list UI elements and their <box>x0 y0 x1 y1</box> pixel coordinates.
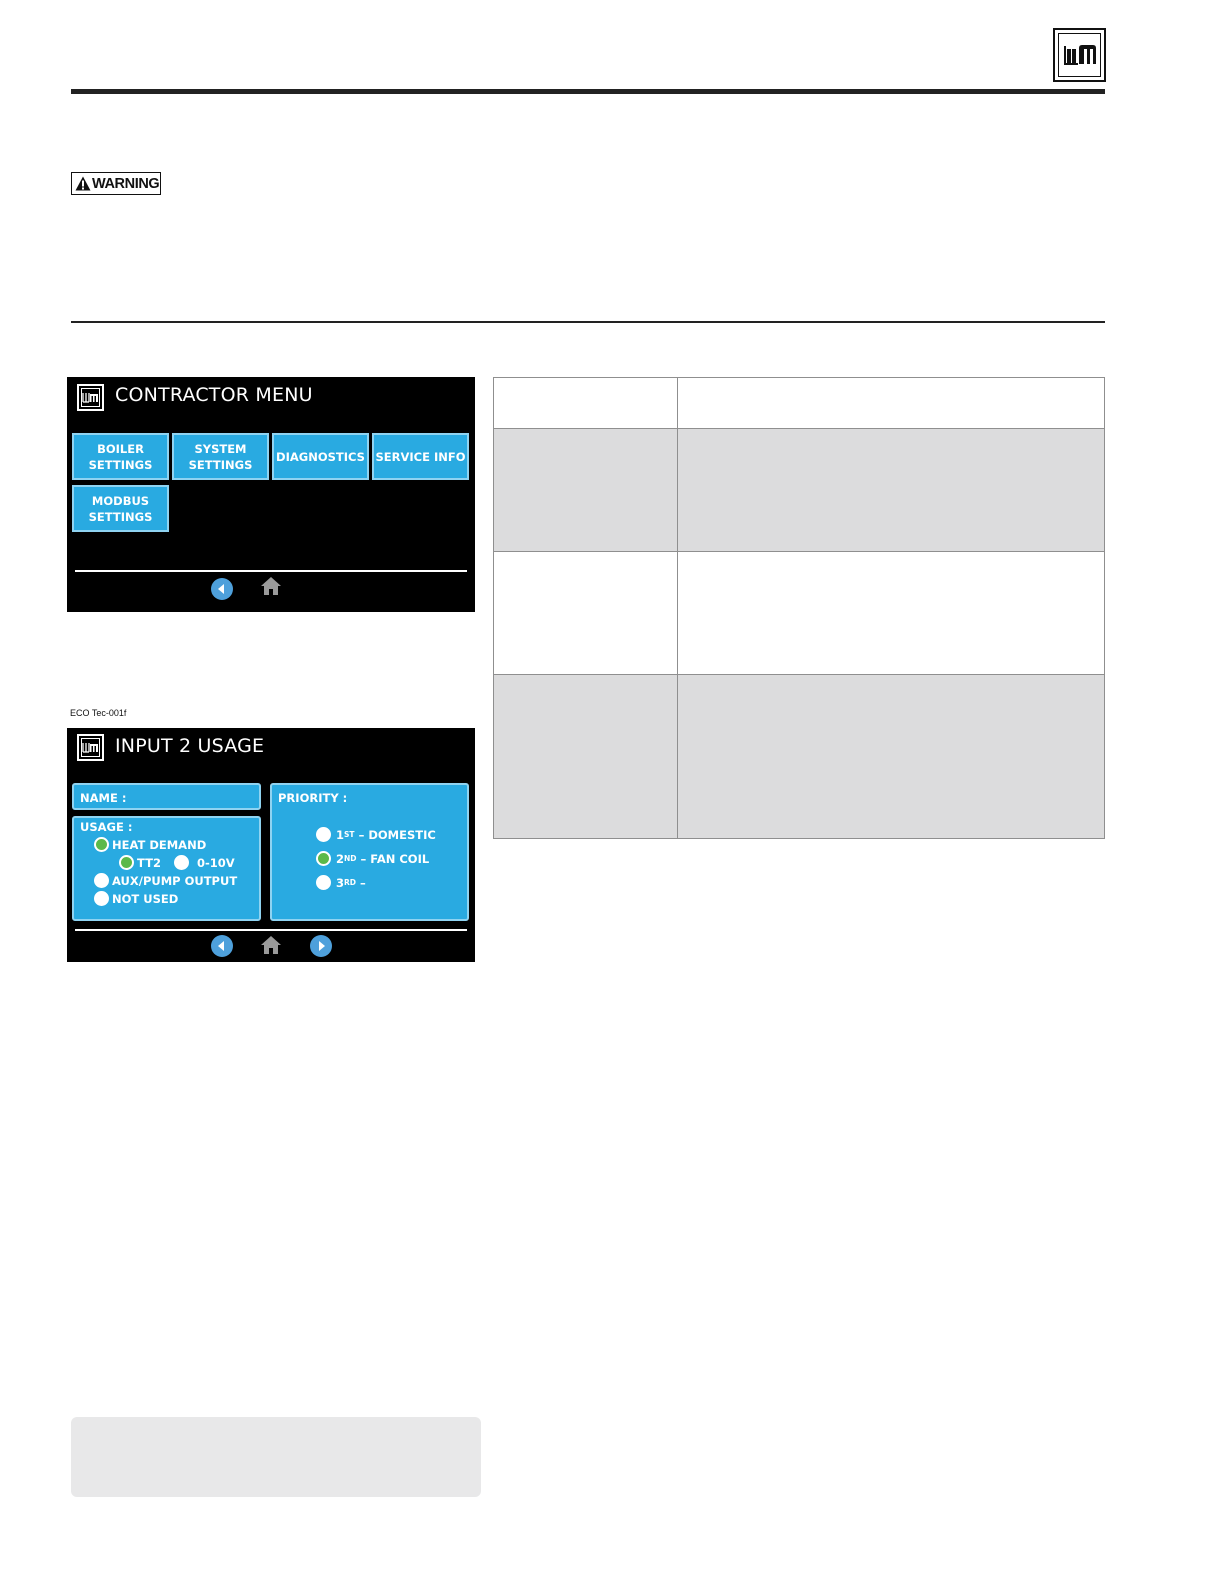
priority-3-option[interactable] <box>316 875 366 890</box>
radio-selected-icon <box>316 851 331 866</box>
table-cell <box>678 429 1105 552</box>
table-row <box>494 429 1105 552</box>
table-cell <box>494 675 678 839</box>
back-arrow-icon[interactable] <box>211 578 233 600</box>
figure-caption: ECO Tec-001f <box>70 708 127 718</box>
priority-label: PRIORITY : <box>278 791 348 805</box>
aux-pump-output-option[interactable] <box>94 873 237 888</box>
screen-title: CONTRACTOR MENU <box>115 384 313 406</box>
priority-num: 3 <box>336 875 345 890</box>
name-label: NAME : <box>80 791 127 805</box>
option-label: TT2 <box>137 855 161 870</box>
note-box <box>71 1417 481 1497</box>
table-row <box>494 675 1105 839</box>
heat-demand-option[interactable] <box>94 837 206 852</box>
table-cell <box>494 552 678 675</box>
screen-divider <box>75 570 467 572</box>
priority-text: – <box>360 875 366 890</box>
screen-logo-icon <box>77 734 104 761</box>
priority-num: 2 <box>336 851 345 866</box>
table-row <box>494 378 1105 429</box>
home-icon[interactable] <box>260 576 282 596</box>
radio-selected-icon <box>94 837 109 852</box>
priority-num: 1 <box>336 827 345 842</box>
tt2-option[interactable] <box>119 855 161 870</box>
tile-label-line1: SYSTEM <box>194 441 247 456</box>
screen-divider <box>75 929 467 931</box>
system-settings-button[interactable] <box>172 433 269 480</box>
table-cell <box>678 675 1105 839</box>
header-rule <box>71 89 1105 94</box>
not-used-option[interactable] <box>94 891 178 906</box>
radio-selected-icon <box>119 855 134 870</box>
option-label: AUX/PUMP OUTPUT <box>112 873 238 888</box>
table-cell <box>494 429 678 552</box>
option-label: HEAT DEMAND <box>112 837 207 852</box>
section-rule <box>71 321 1105 323</box>
priority-ordinal: ST <box>344 830 355 839</box>
warning-triangle-icon <box>75 176 91 191</box>
forward-arrow-icon[interactable] <box>310 935 332 957</box>
priority-text: – DOMESTIC <box>358 827 436 842</box>
home-icon[interactable] <box>260 935 282 955</box>
modbus-settings-button[interactable] <box>72 485 169 532</box>
tile-label: SERVICE INFO <box>375 449 466 464</box>
screen-logo-icon <box>77 384 104 411</box>
tile-label-line2: SETTINGS <box>88 457 153 472</box>
radio-icon <box>174 855 189 870</box>
tile-label-line1: MODBUS <box>91 493 150 508</box>
tile-label-line1: BOILER <box>97 441 144 456</box>
0-10v-option[interactable] <box>174 855 235 870</box>
priority-ordinal: RD <box>344 878 357 887</box>
tile-label-line2: SETTINGS <box>88 509 153 524</box>
warning-text: WARNING <box>92 175 160 192</box>
table-cell <box>678 378 1105 429</box>
name-field[interactable] <box>72 783 261 810</box>
diagnostics-button[interactable] <box>272 433 369 480</box>
service-info-button[interactable] <box>372 433 469 480</box>
table-row <box>494 552 1105 675</box>
priority-1-option[interactable] <box>316 827 436 842</box>
table-cell <box>678 552 1105 675</box>
priority-text: – FAN COIL <box>360 851 430 866</box>
screen-title: INPUT 2 USAGE <box>115 735 265 757</box>
priority-2-option[interactable] <box>316 851 429 866</box>
input-2-usage-screen <box>67 728 475 962</box>
contractor-menu-screen <box>67 377 475 612</box>
radio-icon <box>94 873 109 888</box>
radio-icon <box>94 891 109 906</box>
option-label: 0-10V <box>197 855 235 870</box>
table-cell <box>494 378 678 429</box>
wm-logo-icon <box>1053 28 1106 82</box>
radio-icon <box>316 827 331 842</box>
radio-icon <box>316 875 331 890</box>
settings-table <box>493 377 1105 839</box>
tile-label: DIAGNOSTICS <box>276 449 365 464</box>
warning-label <box>71 172 161 195</box>
option-label: NOT USED <box>112 891 179 906</box>
usage-label: USAGE : <box>80 820 133 834</box>
priority-ordinal: ND <box>344 854 357 863</box>
boiler-settings-button[interactable] <box>72 433 169 480</box>
back-arrow-icon[interactable] <box>211 935 233 957</box>
tile-label-line2: SETTINGS <box>188 457 253 472</box>
